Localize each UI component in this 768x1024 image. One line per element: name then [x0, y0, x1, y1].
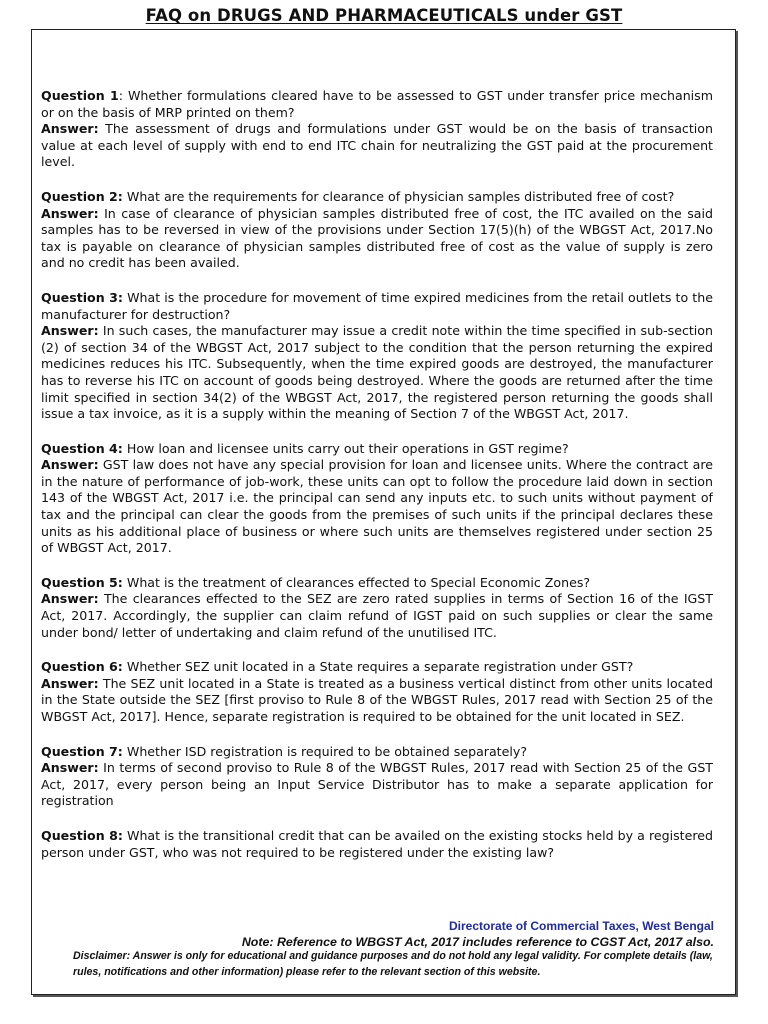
- answer-text: The assessment of drugs and formulations under GST would be on the basis of transaction value at each level of supply with end to end ITC chain for neutralizing the GST paid at the procurement level.: [41, 121, 713, 170]
- page-title-text: FAQ on DRUGS AND PHARMACEUTICALS under GST: [145, 6, 623, 25]
- answer-text: The clearances effected to the SEZ are zero rated supplies in terms of Section 16 of the IGST Act, 2017. Accordingly, the supplier can claim refund of IGST paid on such supplies or clear the same under bond/ letter of undertaking and claim refund of the unutilised ITC.: [41, 591, 713, 640]
- question-8: [41, 828, 713, 861]
- faq-item-1: [41, 88, 713, 171]
- answer-text: The SEZ unit located in a State is treated as a business vertical distinct from other units located in the State outside the SEZ [first proviso to Rule 8 of the WBGST Rules, 2017 read with Section 25 of the WBGST Act, 2017]. Hence, separate registration is required to be obtained for the unit located in SEZ.: [41, 675, 713, 724]
- question-text: : Whether formulations cleared have to be assessed to GST under transfer price mechanism or on the basis of MRP printed on them?: [41, 88, 713, 120]
- question-text: Whether SEZ unit located in a State requires a separate registration under GST?: [122, 659, 634, 675]
- question-text: How loan and licensee units carry out their operations in GST regime?: [122, 440, 569, 456]
- answer-4: [41, 457, 713, 557]
- page-title: [0, 6, 768, 25]
- answer-label: Answer:: [41, 205, 99, 221]
- question-label: Question 6:: [41, 659, 123, 675]
- faq-item-6: [41, 659, 713, 725]
- answer-text: In such cases, the manufacturer may issue a credit note within the time specified in sub-section (2) of section 34 of the WBGST Act, 2017 subject to the condition that the person returning the expired medicines reduces his ITC. Subsequently, when the time expired goods are destroyed, the manufacturer has to reverse his ITC on account of goods being destroyed. Where the goods are returned after the time limit specified in section 34(2) of the WBGST Act, 2017, the registered person returning the goods shall issue a tax invoice, as it is a supply within the meaning of Section 7 of the WBGST Act, 2017.: [41, 323, 713, 422]
- reference-note: Note: Reference to WBGST Act, 2017 includes reference to CGST Act, 2017 also.: [241, 935, 714, 949]
- question-label: Question 5:: [41, 574, 123, 590]
- faq-list: [41, 88, 713, 879]
- faq-item-5: [41, 575, 713, 641]
- faq-item-2: [41, 189, 713, 272]
- footer: [242, 918, 714, 950]
- question-2: [41, 189, 713, 206]
- directorate-name: Directorate of Commercial Taxes, West Bengal: [449, 919, 714, 933]
- answer-label: Answer:: [41, 591, 99, 607]
- question-3: [41, 290, 713, 323]
- question-label: Question 4:: [41, 440, 123, 456]
- disclaimer: Disclaimer: Answer is only for educational and guidance purposes and do not hold any legal validity. For complete details (law, rules, notifications and other information) please refer to the relevant section of this website.: [73, 950, 713, 978]
- question-text: Whether ISD registration is required to be obtained separately?: [122, 743, 528, 759]
- question-label: Question 1: [41, 88, 119, 103]
- answer-5: [41, 591, 713, 641]
- answer-label: Answer:: [41, 323, 99, 339]
- answer-text: In terms of second proviso to Rule 8 of the WBGST Rules, 2017 read with Section 25 of the GST Act, 2017, every person being an Input Service Distributor has to make a separate application for registration: [41, 760, 713, 809]
- faq-item-7: [41, 744, 713, 810]
- answer-label: Answer:: [41, 457, 99, 473]
- faq-item-4: [41, 441, 713, 557]
- answer-label: Answer:: [41, 121, 99, 137]
- question-1: [41, 88, 713, 121]
- faq-item-3: [41, 290, 713, 423]
- question-text: What is the transitional credit that can be availed on the existing stocks held by a registered person under GST, who was not required to be registered under the existing law?: [41, 827, 713, 860]
- answer-text: GST law does not have any special provision for loan and licensee units. Where the contract are in the nature of performance of job-work, these units can opt to follow the procedure laid down in section 143 of the WBGST Act, 2017 i.e. the principal can send any inputs etc. to such units without payment of tax and the principal can clear the goods from the premises of such units if the principal declares these units as his additional place of business or where such units are themselves registered under section 25 of WBGST Act, 2017.: [41, 457, 713, 556]
- question-label: Question 8:: [41, 827, 123, 843]
- question-4: [41, 441, 713, 458]
- faq-item-8: [41, 828, 713, 861]
- answer-label: Answer:: [41, 760, 99, 776]
- question-text: What is the procedure for movement of time expired medicines from the retail outlets to the manufacturer for destruction?: [41, 289, 713, 322]
- question-label: Question 2:: [41, 188, 123, 204]
- answer-label: Answer:: [41, 675, 99, 691]
- answer-1: [41, 121, 713, 171]
- question-label: Question 3:: [41, 289, 123, 305]
- question-label: Question 7:: [41, 743, 123, 759]
- answer-3: [41, 323, 713, 423]
- answer-text: In case of clearance of physician samples distributed free of cost, the ITC availed on the said samples has to be reversed in view of the provisions under Section 17(5)(h) of the WBGST Act, 2017.No tax is payable on clearance of physician samples distributed free of cost as the value of supply is zero and no credit has been availed.: [41, 205, 713, 271]
- question-6: [41, 659, 713, 676]
- question-text: What is the treatment of clearances effected to Special Economic Zones?: [122, 574, 591, 590]
- question-7: [41, 744, 713, 761]
- answer-6: [41, 676, 713, 726]
- answer-7: [41, 760, 713, 810]
- question-text: What are the requirements for clearance of physician samples distributed free of cost?: [122, 188, 675, 204]
- question-5: [41, 575, 713, 592]
- answer-2: [41, 206, 713, 272]
